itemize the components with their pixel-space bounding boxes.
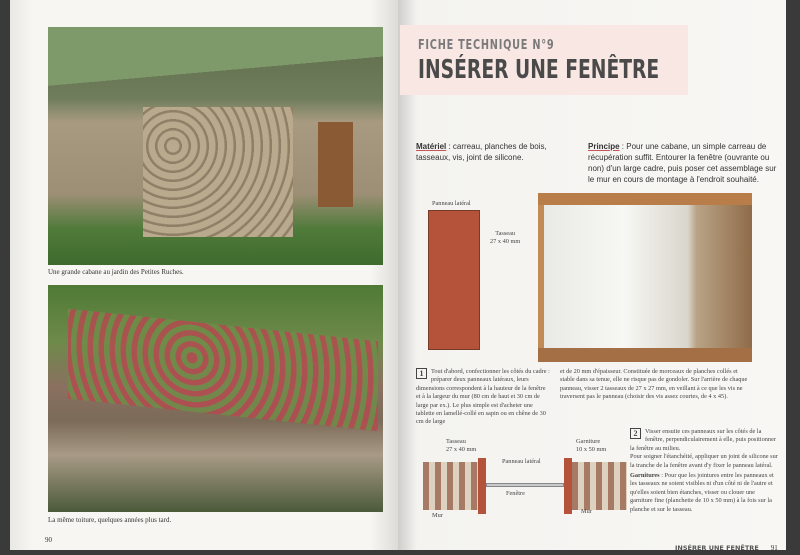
step1-col2: et de 20 mm d'épaisseur. Constituée de morceaux de planches collés et stable dans sa tenue, elle ne risque pas de gondoler. Sur l'arrière de chaque panneau, visser 2 tasseaux de 27 x 27 mm, en veillant à ce que les vis ne traversent pas le panneau (choisir des vis assez courtes, de 4 x 45). xyxy=(560,368,748,401)
principe-text: Principe : Pour une cabane, un simple carreau de récupération suffit. Entourer la fenêtre (ouvrante ou non) d'un large cadre, puis poser cet assemblage sur le mur en cours de montage à l'endroit souhaité. xyxy=(588,142,777,184)
panel-left-drawing xyxy=(478,458,486,514)
d2-garniture-label: Garniture 10 x 50 mm xyxy=(576,438,607,454)
wall-left-drawing xyxy=(423,462,478,510)
left-page xyxy=(10,0,402,550)
d2-window-label: Fenêtre xyxy=(506,490,525,497)
cabin-photo xyxy=(48,27,383,265)
page-title: INSÉRER UNE FENÊTRE xyxy=(418,55,660,85)
d2-tasseau-label: Tasseau 27 x 40 mm xyxy=(446,438,477,454)
green-roof-photo xyxy=(48,285,383,512)
d2-wall-right-label: Mur xyxy=(581,508,592,515)
photo2-caption: La même toiture, quelques années plus tard. xyxy=(48,516,172,524)
kicker: FICHE TECHNIQUE N°9 xyxy=(418,38,555,53)
side-panel-drawing xyxy=(428,210,480,350)
right-page xyxy=(398,0,786,550)
tasseau-label: Tasseau 27 x 40 mm xyxy=(490,230,521,246)
step2-number: 2 xyxy=(630,428,641,439)
page-number: 90 xyxy=(45,536,52,544)
step2-text: 2 Visser ensuite ces panneaux sur les côtés de la fenêtre, perpendiculairement à elle, puis positionner la fenêtre au milieu. Pour soigner l'étanchéité, appliquer un joint de silicone sur la tranche de la fenêtre avant d'y fixer le panneau latéral. Garnitures : Pour que les jointures entre les panneaux et les tasseaux ne soient visibles ni d'un côté ni de l'autre et qu'elles soient bien étanches, visser ou clouer une garniture fine (planchette de 10 x 50 mm) à la fois sur la planche et sur le tasseau. xyxy=(630,428,778,513)
page-footer: INSÉRER UNE FENÊTRE 91 xyxy=(675,544,778,552)
step1-col1: 1 Tout d'abord, confectionner les côtés du cadre : préparer deux panneaux latéraux, leurs dimensions correspondent à la hauteur de la fenêtre et à la largeur du mur (80 cm de haut et 30 cm de large par ex.). Le plus simple est d'acheter une tablette en lamellé-collé en sapin ou en chêne de 30 cm de large xyxy=(416,368,550,426)
materiel-text: Matériel : carreau, planches de bois, tasseaux, vis, joint de silicone. xyxy=(416,142,547,162)
header-block xyxy=(400,25,688,95)
d2-wall-left-label: Mur xyxy=(432,512,443,519)
glass-drawing xyxy=(486,483,564,487)
panel-label: Panneau latéral xyxy=(432,200,471,207)
step1-number: 1 xyxy=(416,368,427,379)
window-photo xyxy=(538,193,752,362)
photo1-caption: Une grande cabane au jardin des Petites Ruches. xyxy=(48,268,184,276)
wall-right-drawing xyxy=(572,462,627,510)
d2-panel-label: Panneau latéral xyxy=(502,458,541,465)
panel-right-drawing xyxy=(564,458,572,514)
